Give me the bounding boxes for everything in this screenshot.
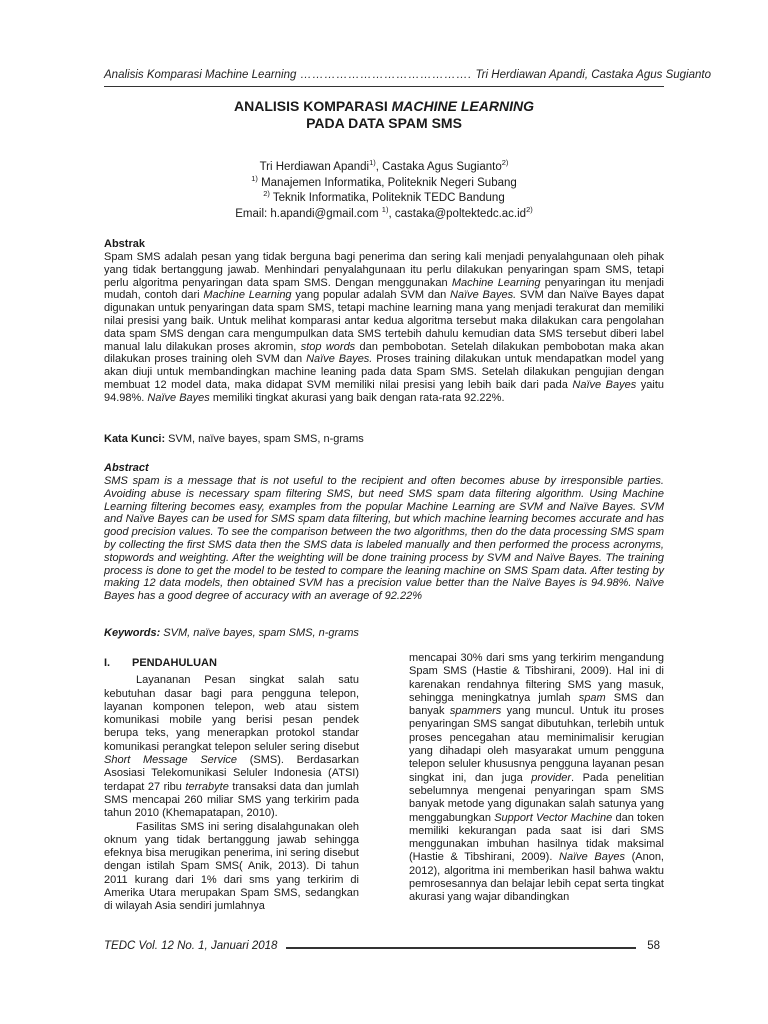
- header-left: Analisis Komparasi Machine Learning: [104, 69, 297, 81]
- affiliation-1: $^{1)}$ Manajemen Informatika, Politeknik Negeri Subang: [251, 173, 517, 189]
- footer-journal: TEDC Vol. 12 No. 1, Januari 2018: [104, 940, 278, 952]
- intro-paragraph-1: Layananan Pesan singkat salah satu kebutuhan dasar bagi para pengguna telepon, layanan komponen telepon, web atau sistem komunikasi mobile yang berisi pesan pendek berupa teks, yang menerapkan protokol standar komunikasi perangkat telepon seluler sering disebut Short Message Service (SMS). Berdasarkan Asosiasi Telekomunikasi Seluler Indonesia (ATSI) terdapat 27 ribu terrabyte transaksi data dan jumlah SMS mencapai 260 miliar SMS yang terkirim pada tahun 2010 (Khemapatapan, 2010).: [104, 674, 360, 820]
- left-column: [104, 652, 359, 914]
- kata-kunci: [104, 433, 664, 446]
- title-line1-em: MACHINE LEARNING: [391, 98, 534, 114]
- section-heading: I. PENDAHULUAN: [104, 657, 217, 669]
- paper-title: [104, 98, 664, 132]
- page-number: 58: [647, 940, 660, 952]
- header-dots: …………………………………….: [300, 69, 472, 81]
- running-header: [104, 69, 711, 81]
- affiliation-2: $^{2)}$ Teknik Informatika, Politeknik TEDC Bandung: [263, 189, 505, 204]
- abstract-section: [104, 462, 664, 603]
- right-column: [409, 652, 664, 905]
- intro-paragraph-2: Fasilitas SMS ini sering disalahgunakan oleh oknum yang tidak bertanggung jawab sehingga efeknya bisa merugikan penerima, ini sering disebut dengan istilah Spam SMS( Anik, 2013). Di tahun 2011 kurang dari 1% dari sms yang terkirim di Amerika Utara merupakan Spam SMS, sedangkan di wilayah Asia sendiri jumlahnya: [104, 820, 359, 913]
- header-rule: [104, 86, 664, 87]
- author-emails: Email: h.apandi@gmail.com $^{1)}$, $castaka@poltektedc.ac.id^{2)}$: [235, 204, 533, 220]
- keywords-label: Keywords:: [104, 627, 161, 639]
- header-right: Tri Herdiawan Apandi, Castaka Agus Sugianto: [475, 69, 711, 81]
- abstrak-section: [104, 238, 664, 405]
- keywords-value: SVM, naïve bayes, spam SMS, n-grams: [160, 627, 359, 639]
- abstract-label: Abstract: [104, 462, 149, 474]
- intro-paragraph-3: mencapai 30% dari sms yang terkirim mengandung Spam SMS (Hastie & Tibshirani, 2009). Hal ini di karenakan rendahnya filtering SMS yang masuk, sehingga meningkatnya jumlah spam SMS dan banyak spammers yang muncul. Untuk itu proses penyaringan SMS sangat dibutuhkan, terlebih untuk proses pencegahan atau meminimalisir kerugian yang dihadapi oleh masyarakat umum pengguna telepon seluler khususnya pengguna layanan pesan singkat ini, dan juga provider. Pada penelitian sebelumnya mengenai penyaringan spam SMS banyak metode yang digunakan salah satunya yang menggabungkan Support Vector Machine dan token memiliki kekurangan pada saat isi dari SMS menggunakan imbuhan hasilnya tidak maksimal (Hastie & Tibshirani, 2009). Naïve Bayes (Anon, 2012), algoritma ini memberikan hasil bahwa waktu pemrosesannya dan belajar lebih cepat serta tingkat akurasi yang wajar dibandingkan: [409, 652, 665, 904]
- title-line2: PADA DATA SPAM SMS: [306, 115, 462, 131]
- abstrak-text: Spam SMS adalah pesan yang tidak berguna bagi penerima dan sering kali menjadi penyalahgunaan oleh pihak yang tidak bertanggung jawab. Menhindari penyalahgunaan itu perlu dilakukan penyaringan spam SMS, tetapi perlu algoritma penyaringan data spam SMS. Dengan menggunakan Machine Learning penyaringan itu menjadi mudah, contoh dari Machine Learning yang popular adalah SVM dan Naïve Bayes. SVM dan Naïve Bayes dapat digunakan untuk penyaringan data spam SMS, tetapi machine learning mana yang menjadi terakurat dan memiliki nilai presisi yang baik. Untuk melihat komparasi antar kedua algoritma tersebut maka dilakukan cara pengolahan data spam SMS dengan cara mengumpulkan data SMS tertebih dahulu kemudian data SMS tersebut diberi label manual lalu dilakukan proses akromin, stop words dan pembobotan. Setelah dilakukan pembobotan maka akan dilakukan proses training oleh SVM dan Naïve Bayes. Proses training dilakukan untuk mendapatkan model yang akan diuji untuk membandingkan machine leaning pada data Spam SMS. Setelah dilakukan pengujian dengan membuat 12 model data, maka didapat SVM memiliki nilai presisi yang lebih baik dari pada Naïve Bayes yaitu 94.98%. Naïve Bayes memiliki tingkat akurasi yang baik dengan rata-rata 92.22%.: [104, 251, 665, 404]
- abstract-text: SMS spam is a message that is not useful to the recipient and often becomes abuse by irresponsible parties. Avoiding abuse is necessary spam filtering SMS, but need SMS spam data filtering algorithm. Using Machine Learning filtering becomes easy, examples from the popular Machine Learning are SVM and Naïve Bayes. SVM and Naïve Bayes can be used for SMS spam data filtering, but which machine learning becomes accurate and has good precision values. To see the comparison between the two algorithms, then do the data processing SMS spam by collecting the first SMS data then the SMS data is labeled manually and then performed the process acronyms, stopwords and weighting. After the weighting will be done training process by SVM and Naïve Bayes. The training process is done to get the model to be tested to compare the leaning machine on SMS Spam data. After testing by making 12 data models, then obtained SVM has a precision value better than the Naïve Bayes is 94.98%. Naïve Bayes has a good degree of accuracy with an average of 92.22%: [104, 475, 664, 603]
- author-names: Tri Herdiawan Apandi$^{1)}$, Castaka Agus Sugianto$^{2)}$: [259, 158, 509, 173]
- keywords: [104, 627, 664, 640]
- author-block: [104, 160, 664, 222]
- footer-rule: [286, 947, 636, 949]
- kata-kunci-label: Kata Kunci:: [104, 433, 166, 445]
- kata-kunci-value: SVM, naïve bayes, spam SMS, n-grams: [165, 433, 364, 445]
- abstrak-label: Abstrak: [104, 238, 145, 250]
- title-line1: ANALISIS KOMPARASI: [234, 98, 392, 114]
